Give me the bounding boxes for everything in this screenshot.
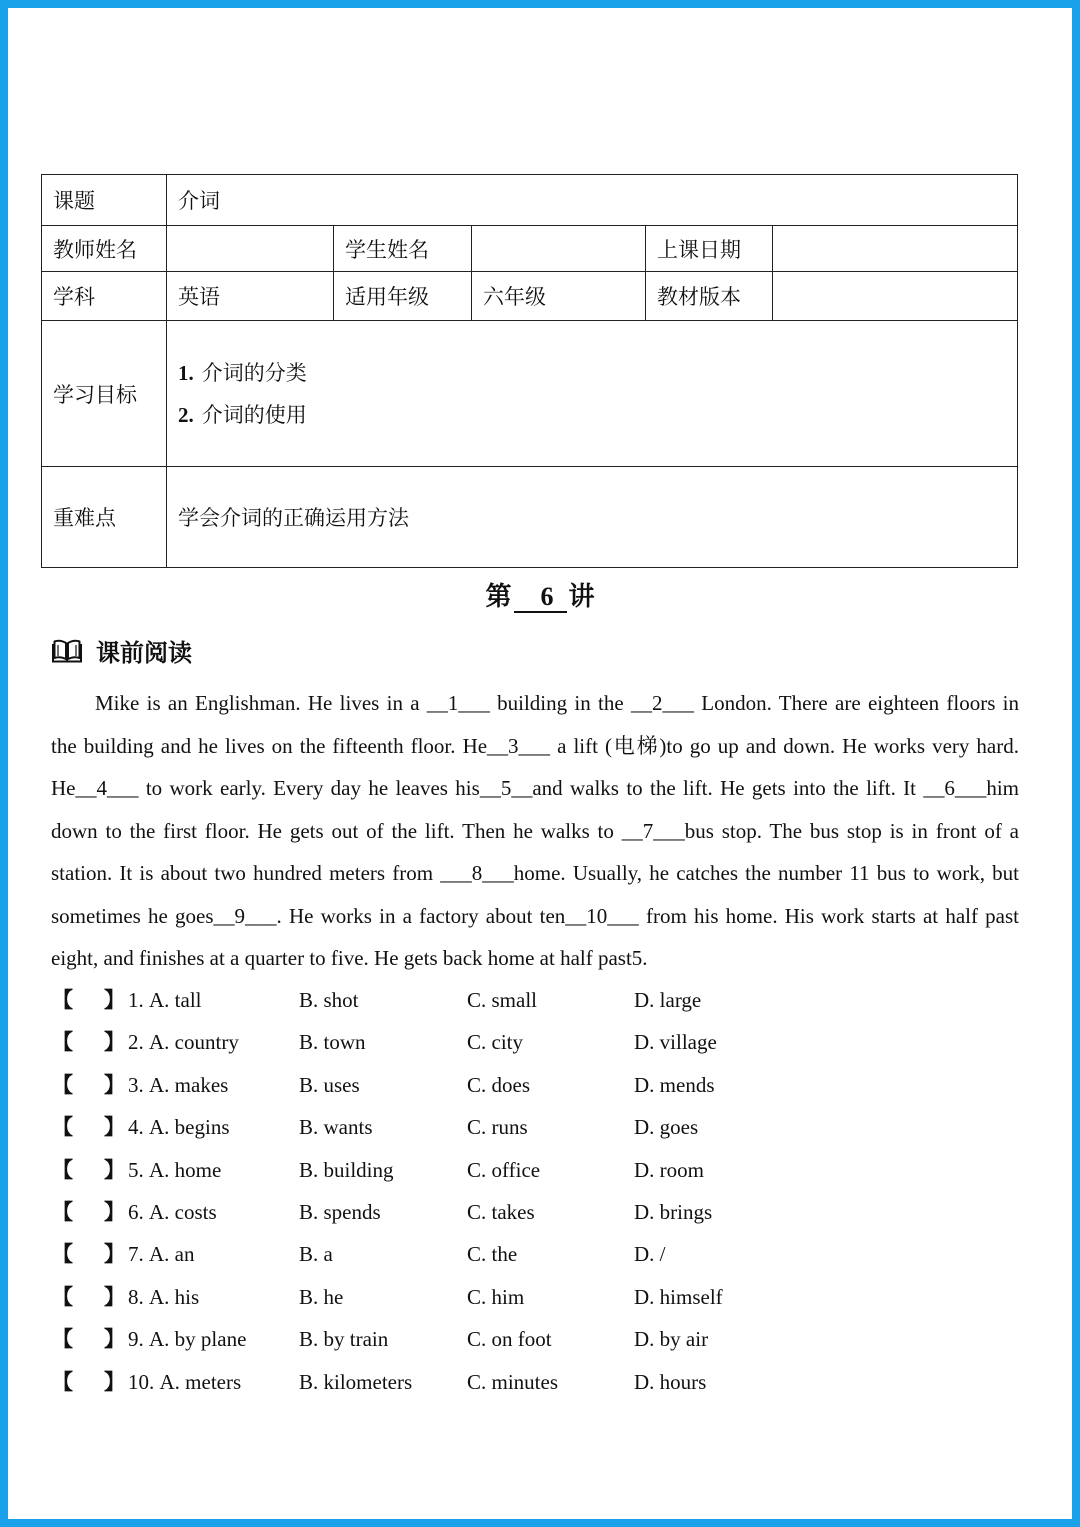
passage-line: Mike is an Englishman. He lives in a __1___ building in the __2___ London. There are eighteen floors in [95,691,1019,715]
option-b: B. spends [299,1199,381,1224]
date-label: 上课日期 [646,226,773,272]
close-bracket: 】 [104,1327,125,1352]
question-number: 8. [128,1284,144,1309]
option-d: D. / [634,1242,666,1267]
option-b: B. he [299,1284,344,1309]
option-c: C. on foot [467,1327,552,1352]
key-points-label: 重难点 [42,467,167,568]
option-b: B. kilometers [299,1369,413,1394]
option-c: C. runs [467,1115,528,1140]
option-a [128,1106,230,1148]
goals-label: 学习目标 [42,321,167,467]
lecture-suffix: 讲 [568,582,595,611]
question-number: 3. [128,1072,144,1097]
option-a [128,1318,246,1360]
option-b: B. uses [299,1072,360,1097]
table-row [42,226,1018,272]
lecture-title [0,579,1080,615]
option-a [128,979,202,1021]
answer-blank [76,1233,102,1275]
grade-label: 适用年级 [334,272,472,321]
passage-line: sometimes he goes__9___. He works in a factory about ten__10___ from his home. His work starts at half past [51,903,1019,928]
goal-item [178,394,1017,436]
open-bracket: 【 [52,988,73,1012]
option-c: C. minutes [467,1369,559,1394]
option-a [128,1361,241,1403]
topic-label: 课题 [42,175,167,226]
close-bracket: 】 [104,988,125,1012]
option-c: C. does [467,1072,530,1097]
close-bracket: 】 [104,1030,125,1055]
option-a-text: A. his [149,1284,200,1309]
option-a-text: A. by plane [149,1327,247,1352]
question-row [0,1021,1080,1063]
option-d: D. by air [634,1327,709,1352]
answer-blank [76,1191,102,1233]
option-b: B. shot [299,988,359,1012]
answer-blank [76,1318,102,1360]
option-a [128,1233,195,1275]
goal-number: 2. [178,402,194,427]
option-d: D. mends [634,1072,715,1097]
close-bracket: 】 [104,1369,125,1394]
option-c: C. the [467,1242,518,1267]
open-book-icon [52,638,82,669]
option-d: D. goes [634,1115,699,1140]
question-number: 10. [128,1369,155,1394]
question-row [0,1276,1080,1318]
open-bracket: 【 [52,1072,73,1097]
question-row [0,1149,1080,1191]
subject-value: 英语 [167,272,334,321]
option-a-text: A. country [149,1030,239,1055]
option-b: B. building [299,1157,394,1182]
answer-blank [76,1361,102,1403]
section-heading [52,638,192,668]
answer-blank [76,1021,102,1063]
option-c: C. office [467,1157,541,1182]
open-bracket: 【 [52,1199,73,1224]
table-row [42,321,1018,467]
question-number: 4. [128,1115,144,1140]
option-a [128,1021,239,1063]
goal-text: 介词的使用 [201,402,307,427]
option-c: C. takes [467,1199,535,1224]
student-value [472,226,646,272]
question-number: 7. [128,1242,144,1267]
close-bracket: 】 [104,1115,125,1140]
question-row [0,1106,1080,1148]
goal-item [178,352,1017,394]
answer-blank [76,979,102,1021]
option-a-text: A. costs [149,1199,217,1224]
student-label: 学生姓名 [334,226,472,272]
option-a [128,1064,228,1106]
question-row [0,1191,1080,1233]
option-a-text: A. meters [159,1369,242,1394]
passage-line: He__4___ to work early. Every day he leaves his__5__and walks to the lift. He gets into the lift. It __6___him [51,776,1019,800]
option-a-text: A. an [149,1242,195,1267]
close-bracket: 】 [104,1242,125,1267]
passage-line: station. It is about two hundred meters from ___8___home. Usually, he catches the number 11 bus to work, but [51,861,1019,885]
option-b: B. by train [299,1327,389,1352]
topic-value: 介词 [167,175,1018,226]
goals-list [167,321,1018,467]
option-a-text: A. tall [149,988,202,1012]
passage-line: the building and he lives on the fifteenth floor. He__3___ a lift (电梯)to go up and down. He works very hard. [51,733,1019,758]
question-number: 2. [128,1030,144,1055]
option-a-text: A. home [149,1157,222,1182]
close-bracket: 】 [104,1072,125,1097]
question-number: 6. [128,1199,144,1224]
edition-value [773,272,1018,321]
option-a-text: A. makes [149,1072,229,1097]
lecture-prefix: 第 [485,582,512,611]
option-d: D. himself [634,1284,723,1309]
option-c: C. city [467,1030,523,1055]
teacher-label: 教师姓名 [42,226,167,272]
option-d: D. hours [634,1369,707,1394]
option-d: D. brings [634,1199,713,1224]
option-d: D. room [634,1157,704,1182]
subject-label: 学科 [42,272,167,321]
question-row [0,979,1080,1021]
date-value [773,226,1018,272]
option-d: D. large [634,988,702,1012]
option-a [128,1191,217,1233]
question-row [0,1064,1080,1106]
answer-blank [76,1106,102,1148]
goal-number: 1. [178,360,194,385]
option-a-text: A. begins [149,1115,230,1140]
answer-blank [76,1276,102,1318]
option-a [128,1149,221,1191]
table-row [42,272,1018,321]
edition-label: 教材版本 [646,272,773,321]
table-row [42,467,1018,568]
question-number: 9. [128,1327,144,1352]
question-number: 5. [128,1157,144,1182]
option-b: B. wants [299,1115,373,1140]
question-row [0,1361,1080,1403]
open-bracket: 【 [52,1115,73,1140]
passage-line: down to the first floor. He gets out of the lift. Then he walks to __7___bus stop. The bus stop is in front of a [51,818,1019,843]
question-row [0,1318,1080,1360]
section-title: 课前阅读 [96,639,192,667]
close-bracket: 】 [104,1284,125,1309]
reading-passage [51,682,1019,980]
open-bracket: 【 [52,1242,73,1267]
table-row [42,175,1018,226]
option-d: D. village [634,1030,717,1055]
answer-blank [76,1064,102,1106]
close-bracket: 】 [104,1157,125,1182]
open-bracket: 【 [52,1284,73,1309]
open-bracket: 【 [52,1327,73,1352]
teacher-value [167,226,334,272]
passage-line: eight, and finishes at a quarter to five. He gets back home at half past5. [51,946,648,970]
question-number: 1. [128,988,144,1012]
option-c: C. small [467,988,538,1012]
lesson-info-table [41,174,1018,568]
option-b: B. a [299,1242,333,1267]
question-list [0,979,1080,1403]
grade-value: 六年级 [472,272,646,321]
key-points-value: 学会介词的正确运用方法 [167,467,1018,568]
open-bracket: 【 [52,1157,73,1182]
option-c: C. him [467,1284,525,1309]
close-bracket: 】 [104,1199,125,1224]
open-bracket: 【 [52,1369,73,1394]
option-b: B. town [299,1030,366,1055]
option-a [128,1276,199,1318]
answer-blank [76,1149,102,1191]
goal-text: 介词的分类 [201,360,307,385]
question-row [0,1233,1080,1275]
lecture-number: 6 [514,582,567,613]
open-bracket: 【 [52,1030,73,1055]
